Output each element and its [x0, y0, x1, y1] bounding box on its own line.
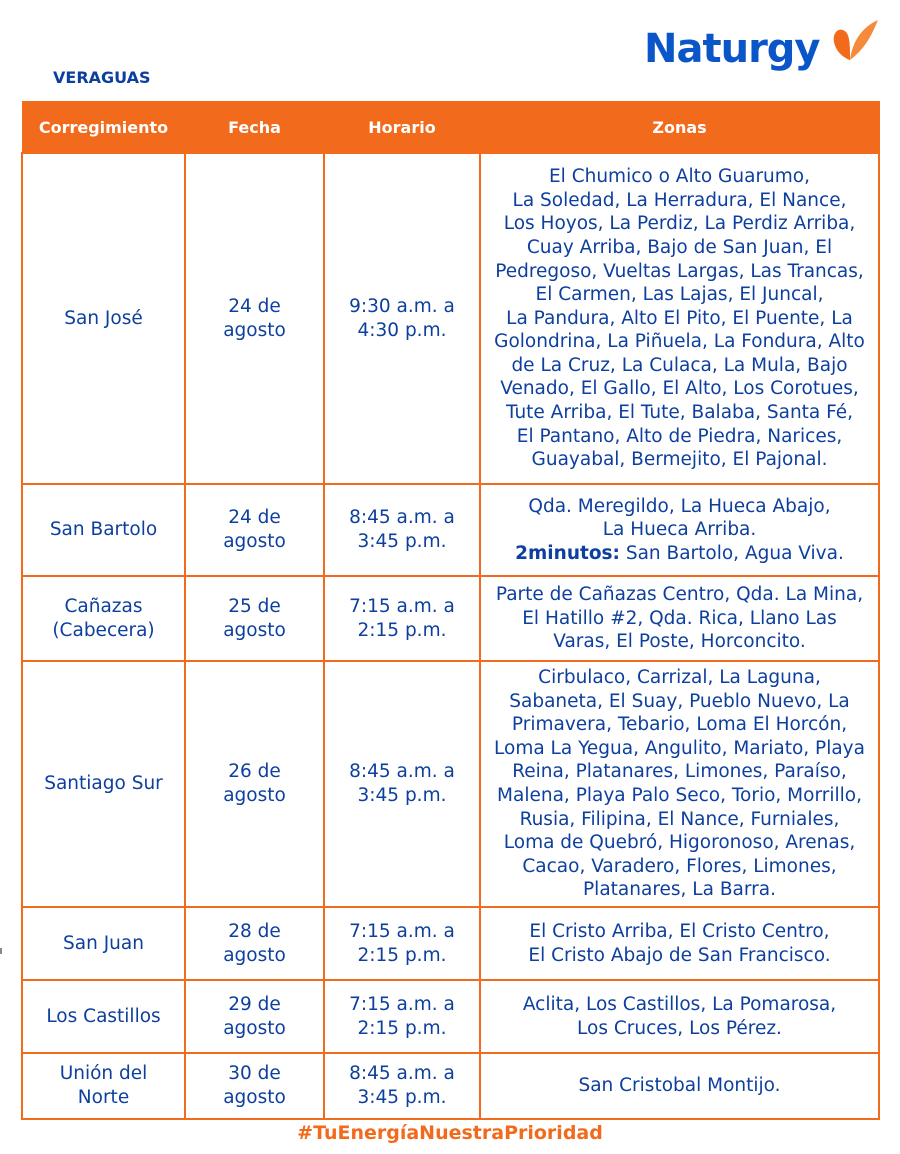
cell-zonas: Aclita, Los Castillos, La Pomarosa, Los Cruces, Los Pérez. — [480, 980, 879, 1053]
region-title: VERAGUAS — [53, 68, 151, 87]
cell-corregimiento: San Juan — [22, 907, 185, 980]
table-row — [22, 484, 879, 576]
cell-corregimiento: San José — [22, 153, 185, 484]
zonas-bold-label: 2minutos: — [515, 542, 620, 564]
cell-corregimiento: Cañazas (Cabecera) — [22, 576, 185, 661]
cell-horario: 8:45 a.m. a 3:45 p.m. — [324, 1053, 480, 1119]
table-row — [22, 661, 879, 907]
header-zonas: Zonas — [480, 102, 879, 154]
cell-fecha: 25 de agosto — [185, 576, 324, 661]
cell-fecha: 30 de agosto — [185, 1053, 324, 1119]
edge-mark — [0, 948, 2, 954]
table-header-row — [22, 102, 879, 154]
cell-fecha: 26 de agosto — [185, 661, 324, 907]
cell-zonas: El Chumico o Alto Guarumo, La Soledad, La Herradura, El Nance, Los Hoyos, La Perdiz, La Perdiz Arriba, Cuay Arriba, Bajo de San Juan, El Pedregoso, Vueltas Largas, Las Trancas, El Carmen, Las Lajas, El Juncal, La Pandura, Alto El Pito, El Puente, La Golondrina, La Piñuela, La Fondura, Alto de La Cruz, La Culaca, La Mula, Bajo Venado, El Gallo, El Alto, Los Corotues, Tute Arriba, El Tute, Balaba, Santa Fé, El Pantano, Alto de Piedra, Narices, Guayabal, Bermejito, El Pajonal. — [480, 153, 879, 484]
cell-corregimiento: Unión del Norte — [22, 1053, 185, 1119]
table-row — [22, 576, 879, 661]
cell-horario: 8:45 a.m. a 3:45 p.m. — [324, 484, 480, 576]
cell-zonas: El Cristo Arriba, El Cristo Centro, El Cristo Abajo de San Francisco. — [480, 907, 879, 980]
footer-hashtag: #TuEnergíaNuestraPrioridad — [297, 1122, 603, 1144]
cell-horario: 9:30 a.m. a 4:30 p.m. — [324, 153, 480, 484]
cell-horario: 8:45 a.m. a 3:45 p.m. — [324, 661, 480, 907]
header-horario: Horario — [324, 102, 480, 154]
cell-corregimiento: San Bartolo — [22, 484, 185, 576]
cell-zonas: San Cristobal Montijo. — [480, 1053, 879, 1119]
cell-corregimiento: Santiago Sur — [22, 661, 185, 907]
cell-zonas: Cirbulaco, Carrizal, La Laguna, Sabaneta, El Suay, Pueblo Nuevo, La Primavera, Tebario, Loma El Horcón, Loma La Yegua, Angulito, Mariato, Playa Reina, Platanares, Limones, Paraíso, Malena, Playa Palo Seco, Torio, Morrillo, Rusia, Filipina, El Nance, Furniales, Loma de Quebró, Higoronoso, Arenas, Cacao, Varadero, Flores, Limones, Platanares, La Barra. — [480, 661, 879, 907]
table-row — [22, 907, 879, 980]
cell-fecha: 24 de agosto — [185, 153, 324, 484]
table-row — [22, 980, 879, 1053]
table-row — [22, 153, 879, 484]
cell-zonas — [480, 484, 879, 576]
cell-fecha: 24 de agosto — [185, 484, 324, 576]
butterfly-icon — [830, 18, 882, 78]
zonas-text: Qda. Meregildo, La Hueca Abajo, La Hueca Arriba. — [528, 495, 831, 541]
schedule-table — [21, 101, 880, 1120]
header-corregimiento: Corregimiento — [22, 102, 185, 154]
cell-fecha: 29 de agosto — [185, 980, 324, 1053]
naturgy-logo — [644, 18, 884, 88]
cell-zonas: Parte de Cañazas Centro, Qda. La Mina, El Hatillo #2, Qda. Rica, Llano Las Varas, El Poste, Horconcito. — [480, 576, 879, 661]
cell-horario: 7:15 a.m. a 2:15 p.m. — [324, 980, 480, 1053]
cell-corregimiento: Los Castillos — [22, 980, 185, 1053]
cell-horario: 7:15 a.m. a 2:15 p.m. — [324, 576, 480, 661]
logo-wordmark: Naturgy — [644, 26, 820, 72]
table-row — [22, 1053, 879, 1119]
header-fecha: Fecha — [185, 102, 324, 154]
cell-fecha: 28 de agosto — [185, 907, 324, 980]
zonas-rest: San Bartolo, Agua Viva. — [619, 542, 844, 564]
cell-horario: 7:15 a.m. a 2:15 p.m. — [324, 907, 480, 980]
